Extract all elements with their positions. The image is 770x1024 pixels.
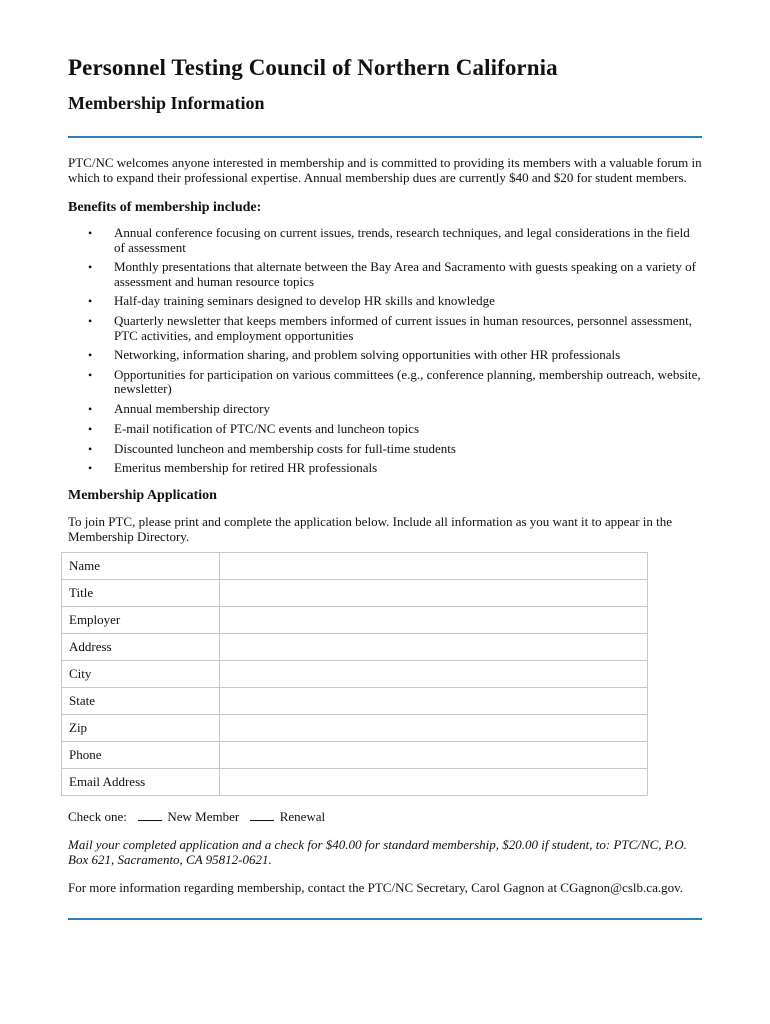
field-input-cell[interactable]	[220, 552, 648, 579]
page-title: Personnel Testing Council of Northern California	[68, 55, 558, 80]
field-label: Zip	[62, 714, 220, 741]
field-input-cell[interactable]	[220, 741, 648, 768]
field-label: Email Address	[62, 768, 220, 795]
benefit-text: E-mail notification of PTC/NC events and luncheon topics	[114, 420, 420, 436]
form-row	[62, 687, 648, 714]
benefit-text: Half-day training seminars designed to develop HR skills and knowledge	[114, 293, 495, 309]
mailing-instructions: Mail your completed application and a check for $40.00 for standard membership, $20.00 if student, to: PTC/NC, P.O. Box 621, Sacramento, CA 95812-0621.	[68, 836, 687, 867]
top-divider	[68, 136, 702, 138]
benefit-text: Discounted luncheon and membership costs for full-time students	[114, 440, 456, 456]
benefits-list	[68, 226, 702, 476]
benefit-item	[68, 442, 702, 457]
bullet-icon: •	[88, 260, 93, 275]
bullet-icon: •	[88, 402, 93, 417]
benefit-text: Networking, information sharing, and problem solving opportunities with other HR professionals	[114, 347, 621, 363]
field-label: State	[62, 687, 220, 714]
new-member-blank[interactable]	[138, 810, 162, 821]
form-row	[62, 552, 648, 579]
contact-info: For more information regarding membership, contact the PTC/NC Secretary, Carol Gagnon at CGagnon@cslb.ca.gov.	[68, 879, 683, 895]
benefit-item	[68, 260, 702, 289]
check-one-label: Check one:	[68, 808, 127, 824]
benefit-item	[68, 422, 702, 437]
benefit-item	[68, 348, 702, 363]
field-input-cell[interactable]	[220, 660, 648, 687]
form-row	[62, 741, 648, 768]
field-input-cell[interactable]	[220, 633, 648, 660]
bullet-icon: •	[88, 367, 93, 382]
form-row	[62, 660, 648, 687]
field-label: City	[62, 660, 220, 687]
field-input-cell[interactable]	[220, 579, 648, 606]
field-input-cell[interactable]	[220, 768, 648, 795]
benefit-item	[68, 461, 702, 476]
field-input-cell[interactable]	[220, 687, 648, 714]
field-label: Title	[62, 579, 220, 606]
application-instructions: To join PTC, please print and complete the application below. Include all information as you want it to appear in the Membership Directory.	[68, 513, 673, 544]
new-member-option: New Member	[167, 808, 240, 824]
benefit-item	[68, 294, 702, 309]
benefit-item	[68, 402, 702, 417]
application-heading: Membership Application	[68, 487, 217, 503]
page-subtitle: Membership Information	[68, 93, 265, 113]
field-label: Name	[62, 552, 220, 579]
benefit-text: Quarterly newsletter that keeps members informed of current issues in human resources, personnel assessment, PTC activities, and employment opportunities	[114, 313, 692, 343]
renewal-option: Renewal	[279, 808, 326, 824]
field-label: Phone	[62, 741, 220, 768]
bullet-icon: •	[88, 226, 93, 240]
application-form-table	[61, 552, 648, 796]
form-row	[62, 579, 648, 606]
bullet-icon: •	[88, 314, 93, 329]
field-input-cell[interactable]	[220, 714, 648, 741]
renewal-blank[interactable]	[250, 810, 274, 821]
field-input-cell[interactable]	[220, 606, 648, 633]
bottom-divider	[68, 918, 702, 920]
benefits-heading: Benefits of membership include:	[68, 200, 262, 215]
benefit-item	[68, 368, 702, 397]
form-row	[62, 768, 648, 795]
membership-type-line	[68, 809, 702, 824]
intro-paragraph: PTC/NC welcomes anyone interested in membership and is committed to providing its members with a valuable forum in which to expand their professional expertise. Annual membership dues are currently $40 and $20 for student members.	[68, 155, 702, 185]
benefit-text: Emeritus membership for retired HR professionals	[114, 460, 378, 476]
bullet-icon: •	[88, 461, 93, 476]
benefit-text: Annual conference focusing on current issues, trends, research techniques, and legal considerations in the field of assessment	[114, 225, 690, 255]
benefit-text: Opportunities for participation on various committees (e.g., conference planning, membership outreach, website, newsletter)	[114, 366, 701, 397]
bullet-icon: •	[88, 348, 93, 363]
bullet-icon: •	[88, 294, 93, 309]
bullet-icon: •	[88, 441, 93, 456]
form-row	[62, 633, 648, 660]
field-label: Employer	[62, 606, 220, 633]
benefit-item	[68, 226, 702, 255]
field-label: Address	[62, 633, 220, 660]
benefit-text: Monthly presentations that alternate between the Bay Area and Sacramento with guests speaking on a variety of assessment and human resource topics	[114, 259, 696, 289]
form-row	[62, 714, 648, 741]
form-row	[62, 606, 648, 633]
bullet-icon: •	[88, 421, 93, 436]
document-page	[68, 54, 702, 920]
benefit-text: Annual membership directory	[114, 401, 270, 417]
benefit-item	[68, 314, 702, 343]
